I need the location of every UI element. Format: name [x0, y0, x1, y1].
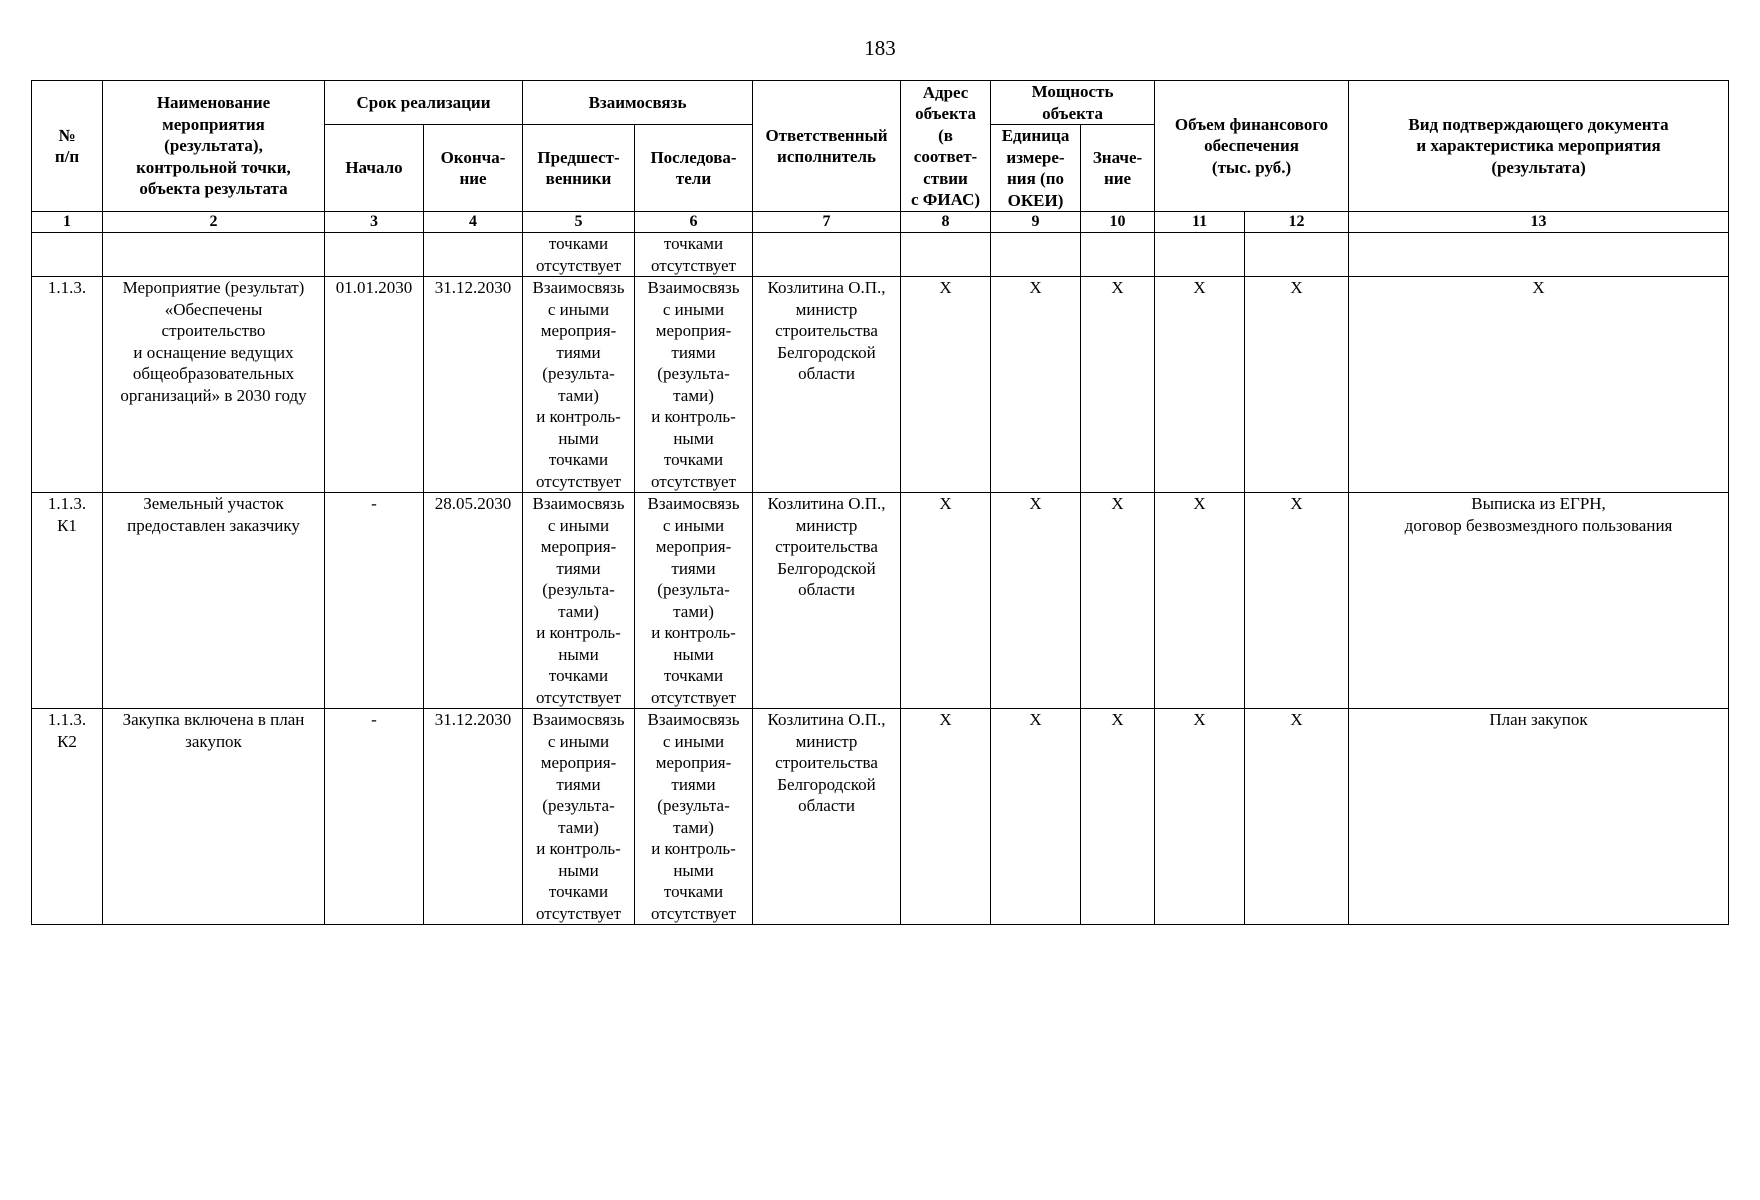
- table-cell: [424, 233, 523, 277]
- row-capacity-value: X: [1081, 709, 1155, 925]
- row-address: X: [901, 709, 991, 925]
- header-executor: Ответственный исполнитель: [753, 81, 901, 212]
- continuation-prev: точками отсутствует: [523, 233, 635, 277]
- header-link: Взаимосвязь: [523, 81, 753, 125]
- header-address: Адрес объекта (в соответ- ствии с ФИАС): [901, 81, 991, 212]
- row-start: 01.01.2030: [325, 277, 424, 493]
- header-doc-type: Вид подтверждающего документа и характеристика мероприятия (результата): [1349, 81, 1729, 212]
- row-next: Взаимосвязь с иными мероприя- тиями (результа- тами) и контроль- ными точками отсутствует: [635, 493, 753, 709]
- row-executor: Козлитина О.П., министр строительства Белгородской области: [753, 493, 901, 709]
- row-prev: Взаимосвязь с иными мероприя- тиями (результа- тами) и контроль- ными точками отсутствует: [523, 277, 635, 493]
- row-finance-12: X: [1245, 277, 1349, 493]
- column-number: 3: [325, 212, 424, 233]
- table-cell: [325, 233, 424, 277]
- table-cell: [1245, 233, 1349, 277]
- row-prev: Взаимосвязь с иными мероприя- тиями (результа- тами) и контроль- ными точками отсутствует: [523, 709, 635, 925]
- header-capacity-value: Значе- ние: [1081, 125, 1155, 212]
- table-row: [32, 277, 1729, 493]
- row-end: 31.12.2030: [424, 277, 523, 493]
- column-number: 1: [32, 212, 103, 233]
- column-number: 8: [901, 212, 991, 233]
- table-cell: [991, 233, 1081, 277]
- header-capacity-unit: Единица измере- ния (по ОКЕИ): [991, 125, 1081, 212]
- header-name: Наименование мероприятия (результата), контрольной точки, объекта результата: [103, 81, 325, 212]
- row-name: Земельный участок предоставлен заказчику: [103, 493, 325, 709]
- table-cell: [103, 233, 325, 277]
- table-cell: [32, 233, 103, 277]
- row-capacity-unit: X: [991, 493, 1081, 709]
- header-term-end: Оконча- ние: [424, 125, 523, 212]
- row-finance-11: X: [1155, 277, 1245, 493]
- table-cell: [753, 233, 901, 277]
- table-row: [32, 709, 1729, 925]
- header-capacity: Мощность объекта: [991, 81, 1155, 125]
- table-cell: [1155, 233, 1245, 277]
- row-finance-12: X: [1245, 493, 1349, 709]
- row-num: 1.1.3. К1: [32, 493, 103, 709]
- row-finance-11: X: [1155, 493, 1245, 709]
- row-end: 28.05.2030: [424, 493, 523, 709]
- row-doc: X: [1349, 277, 1729, 493]
- continuation-next: точками отсутствует: [635, 233, 753, 277]
- table-cell: [901, 233, 991, 277]
- header-finance: Объем финансового обеспечения (тыс. руб.): [1155, 81, 1349, 212]
- row-finance-11: X: [1155, 709, 1245, 925]
- row-address: X: [901, 493, 991, 709]
- column-number: 11: [1155, 212, 1245, 233]
- column-number: 6: [635, 212, 753, 233]
- column-number: 2: [103, 212, 325, 233]
- table-row: [32, 493, 1729, 709]
- column-number: 4: [424, 212, 523, 233]
- column-number: 12: [1245, 212, 1349, 233]
- column-number: 10: [1081, 212, 1155, 233]
- row-start: -: [325, 709, 424, 925]
- column-number: 9: [991, 212, 1081, 233]
- row-name: Мероприятие (результат) «Обеспечены строительство и оснащение ведущих общеобразовательных организаций» в 2030 году: [103, 277, 325, 493]
- column-number: 5: [523, 212, 635, 233]
- row-finance-12: X: [1245, 709, 1349, 925]
- row-end: 31.12.2030: [424, 709, 523, 925]
- row-doc: Выписка из ЕГРН, договор безвозмездного пользования: [1349, 493, 1729, 709]
- row-next: Взаимосвязь с иными мероприя- тиями (результа- тами) и контроль- ными точками отсутствует: [635, 709, 753, 925]
- header-link-next: Последова- тели: [635, 125, 753, 212]
- row-num: 1.1.3.: [32, 277, 103, 493]
- page-number: 183: [864, 36, 896, 60]
- row-address: X: [901, 277, 991, 493]
- table-cell: [1081, 233, 1155, 277]
- row-name: Закупка включена в план закупок: [103, 709, 325, 925]
- row-doc: План закупок: [1349, 709, 1729, 925]
- row-capacity-value: X: [1081, 493, 1155, 709]
- row-executor: Козлитина О.П., министр строительства Белгородской области: [753, 277, 901, 493]
- column-number: 7: [753, 212, 901, 233]
- row-executor: Козлитина О.П., министр строительства Белгородской области: [753, 709, 901, 925]
- row-num: 1.1.3. К2: [32, 709, 103, 925]
- continuation-row: [32, 233, 1729, 277]
- events-table: [31, 80, 1729, 925]
- table-cell: [1349, 233, 1729, 277]
- row-capacity-unit: X: [991, 709, 1081, 925]
- row-next: Взаимосвязь с иными мероприя- тиями (результа- тами) и контроль- ными точками отсутствует: [635, 277, 753, 493]
- row-prev: Взаимосвязь с иными мероприя- тиями (результа- тами) и контроль- ными точками отсутствует: [523, 493, 635, 709]
- header-row-1: [32, 81, 1729, 125]
- row-capacity-value: X: [1081, 277, 1155, 493]
- row-start: -: [325, 493, 424, 709]
- row-capacity-unit: X: [991, 277, 1081, 493]
- header-term: Срок реализации: [325, 81, 523, 125]
- header-link-prev: Предшест- венники: [523, 125, 635, 212]
- header-term-start: Начало: [325, 125, 424, 212]
- header-num: № п/п: [32, 81, 103, 212]
- column-number-row: [32, 212, 1729, 233]
- column-number: 13: [1349, 212, 1729, 233]
